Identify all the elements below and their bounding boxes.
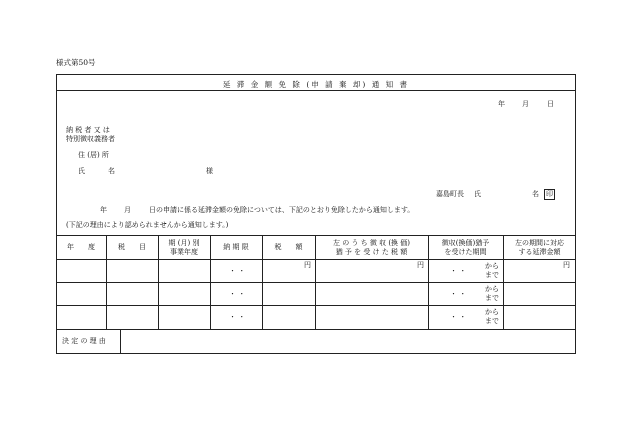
issuer-name-label-2: 名 (532, 190, 539, 198)
row2-period-dots: ・ ・ (450, 290, 467, 298)
name-label-2: 名 (108, 167, 115, 175)
table-header-line (56, 259, 576, 260)
date-year: 年 (498, 100, 505, 108)
row1-until: まで (485, 271, 499, 279)
seal-mark: 印 (546, 190, 553, 198)
row1-from: から (485, 262, 499, 270)
recipient-label-line1: 納 税 者 又 は (66, 126, 110, 134)
row2-until: まで (485, 294, 499, 302)
table-row-line-1 (56, 282, 576, 283)
header-deferral-period-line1: 徴収(換価)猶予 (441, 239, 490, 247)
title-divider (56, 90, 576, 91)
table-bottom-line (56, 329, 576, 330)
header-year: 年 度 (67, 243, 95, 251)
body-month: 月 (124, 206, 131, 214)
row3-from: から (485, 308, 499, 316)
date-day: 日 (547, 100, 554, 108)
header-delinquent-amount-line2: する延滞金額 (518, 248, 561, 256)
form-title: 延 滞 金 額 免 除 (申 請 棄 却) 通 知 書 (223, 80, 409, 89)
header-deferral-period-line2: を受けた期間 (444, 248, 487, 256)
row3-until: まで (485, 317, 499, 325)
address-label: 住 (居) 所 (78, 151, 109, 159)
row1-period-dots: ・ ・ (450, 267, 467, 275)
row1-delinquent-yen: 円 (563, 261, 570, 269)
form-number: 様式第50号 (56, 58, 96, 67)
name-label-1: 氏 (78, 167, 85, 175)
honorific: 様 (206, 167, 213, 175)
header-delinquent-amount-line1: 左の期間に対応 (515, 239, 564, 247)
header-period-line2: 事業年度 (170, 248, 198, 256)
issuer-name-label-1: 氏 (474, 190, 481, 198)
row3-due-date-dots: ・ ・ (229, 313, 246, 321)
date-month: 月 (522, 100, 529, 108)
row2-from: から (485, 285, 499, 293)
recipient-label-line2: 特別徴収義務者 (66, 135, 115, 143)
header-tax-item: 税 目 (118, 243, 146, 251)
body-sentence: 日の申請に係る延滞金額の免除については、下記のとおり免除したから通知します。 (149, 206, 415, 214)
body-note: (下記の理由により認められませんから通知します。) (66, 221, 229, 229)
issuer-title: 嘉島町長 (436, 190, 464, 198)
row3-period-dots: ・ ・ (450, 313, 467, 321)
table-top-line (56, 235, 576, 236)
row2-due-date-dots: ・ ・ (229, 290, 246, 298)
decision-divider (120, 329, 121, 354)
table-row-line-2 (56, 305, 576, 306)
header-deferred-amount-line1: 左 の う ち 徴 収 (換 価) (332, 239, 411, 247)
row1-deferred-yen: 円 (417, 261, 424, 269)
header-period-line1: 期 (月) 別 (168, 239, 200, 247)
header-due-date: 納 期 限 (223, 243, 249, 251)
body-year: 年 (100, 206, 107, 214)
row1-due-date-dots: ・ ・ (229, 267, 246, 275)
decision-reason-label: 決 定 の 理 由 (62, 337, 106, 345)
row1-tax-yen: 円 (304, 261, 311, 269)
header-tax-amount: 税 額 (274, 243, 303, 251)
header-deferred-amount-line2: 猶 予 を 受 け た 税 額 (335, 248, 408, 256)
